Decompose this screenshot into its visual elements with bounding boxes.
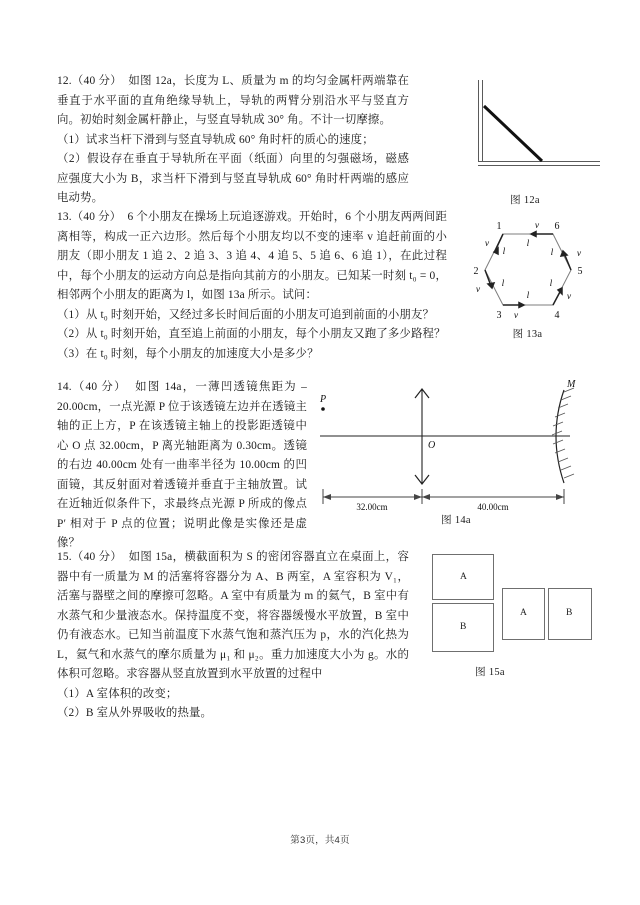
mirror-hatching [552, 388, 574, 478]
problem-14-statement: 如图 14a，一薄凹透镜焦距为 –20.00cm，一点光源 P 位于该透镜左边并在透镜主轴的正上方，P 在该透镜主轴上的投影距透镜中心 O 点 32.00cm，P 离光轴距离为 0.30cm。透镜的右边 40.00cm 处有一曲率半径为 10.00cm 的凹面镜，其反射面对着透镜并垂直于主轴放置。试在近轴近似条件下，求最终点光源 P 所成的像点 P′ 相对于 P 点的位置；说明此像是实像还是虚像？ [57, 381, 308, 549]
horizontal-container-chamber-a-label: A [520, 608, 527, 618]
hex-edge-label-23: l [501, 279, 505, 289]
figure-12a-caption: 图 12a [510, 195, 540, 206]
horizontal-container-chamber-b-label: B [566, 608, 573, 618]
vertical-container-chamber-b-label: B [460, 622, 467, 632]
hex-speed-label-2: v [475, 285, 481, 295]
problem-15-sub-2: （2）B 室从外界吸收的热量。 [57, 707, 213, 719]
hex-speed-label-3: v [513, 311, 519, 321]
hex-vertex-3: 3 [496, 310, 502, 321]
problem-13-number: 13. [57, 211, 72, 223]
problem-15-number: 15. [57, 551, 72, 563]
hex-speed-label-4: v [566, 292, 572, 302]
problem-14-number: 14. [57, 381, 72, 393]
problem-12-sub-2: （2）假设存在垂直于导轨所在平面（纸面）向里的匀强磁场，磁感应强度大小为 B，求当杆下滑到与竖直导轨成 60° 角时杆两端的感应电动势。 [57, 153, 409, 204]
figure-15a [430, 552, 595, 664]
mirror-label: M [567, 379, 576, 390]
figure-13a-caption: 图 13a [512, 329, 543, 340]
problem-15 [57, 548, 409, 724]
problem-12-number: 12. [57, 75, 72, 87]
problem-13-text [57, 208, 447, 364]
figure-12a [455, 78, 595, 188]
problem-15-sub-1: （1）A 室体积的改变； [57, 687, 178, 700]
problem-14 [57, 378, 307, 554]
problem-13 [57, 208, 447, 364]
problem-15-statement: 如图 15a，横截面积为 S 的密闭容器直立在桌面上，容器中有一质量为 M 的活塞将容器分为 A、B 两室，A 室容积为 V₁，活塞与器壁之间的摩擦可忽略。A 室中有质量为 m 的氦气，B 室中有水蒸气和少量液态水。保持温度不变，将容器缓慢水平放置，B 室中仍有液态水。已知当前温度下水蒸气饱和蒸汽压为 p，水的汽化热为 L，氦气和水蒸气的摩尔质量为 μ₁ 和 μ₂。重力加速度大小为 g。水的体积可忽略。求容器从竖直放置到水平放置的过程中 [57, 551, 409, 680]
hex-vertex-1: 1 [496, 221, 502, 232]
hex-vertex-6: 6 [554, 221, 560, 232]
hex-speed-label-6: v [534, 221, 540, 231]
problem-13-points: （40 分） [71, 211, 122, 223]
problem-15-body [57, 548, 409, 685]
problem-12-points: （40 分） [71, 75, 122, 87]
dim-right-label: 40.00cm [477, 502, 509, 512]
problem-13-statement: 6 个小朋友在操场上玩追逐游戏。开始时，6 个小朋友两两间距离相等，构成一正六边形。然后每个小朋友均以不变的速率 v 追赶前面的小朋友（即小朋友 1 追 2、2 追 3、3 追 4、4 追 5、5 追 6、6 追 1），在此过程中，每个小朋友的运动方向总是指向其前方的小朋友。已知某一时刻 t₀ = 0，相邻两个小朋友的距离为 l，如图 13a 所示。试问： [57, 211, 448, 301]
problem-13-sub-1: （1）从 t₀ 时刻开始，又经过多长时间后面的小朋友可追到前面的小朋友？ [57, 308, 435, 321]
problem-12 [57, 72, 409, 209]
problem-15-points: （40 分） [71, 551, 123, 563]
problem-15-text [57, 548, 409, 724]
hex-vertex-5: 5 [577, 266, 583, 277]
problem-14-text [57, 378, 307, 554]
problem-12-statement: 如图 12a，长度为 L、质量为 m 的均匀金属杆两端靠在垂直于水平面的直角绝缘导轨上，导轨的两臂分别沿水平与竖直方向。初始时刻金属杆静止，与竖直导轨成 30° 角。不计一切摩擦。 [57, 75, 410, 126]
hex-vertex-2: 2 [473, 266, 479, 277]
hex-edge-label-56: l [550, 248, 554, 258]
hex-edge-label-12: l [502, 247, 506, 257]
hex-edge-label-45: l [549, 279, 553, 289]
vertical-container-piston [432, 599, 494, 604]
hex-speed-label-5: v [576, 249, 582, 259]
figure-14a-caption: 图 14a [441, 515, 471, 526]
problem-13-sub-3: （3）在 t₀ 时刻，每个小朋友的加速度大小是多少？ [57, 347, 319, 360]
vertical-container-chamber-a-label: A [460, 572, 467, 582]
optics-diagram [312, 376, 600, 511]
point-source-dot [321, 407, 325, 411]
hex-vertex-4: 4 [554, 310, 560, 321]
metal-rod [482, 104, 544, 162]
horizontal-container-piston [544, 588, 549, 640]
hex-edge-label-61: l [526, 239, 530, 249]
figure-13a [465, 212, 590, 324]
problem-12-sub-1: （1）试求当杆下滑到与竖直导轨成 60° 角时杆的质心的速度； [57, 133, 374, 146]
hexagon-diagram [465, 212, 590, 324]
point-source-label: P [320, 394, 327, 405]
figure-14a [312, 376, 600, 511]
lens-center-label: O [428, 440, 436, 451]
problem-12-body [57, 72, 409, 131]
problem-14-body [57, 378, 307, 554]
problem-13-sub-2: （2）从 t₀ 时刻开始，直至追上前面的小朋友，每个小朋友又跑了多少路程？ [57, 328, 446, 340]
problem-12-text [57, 72, 409, 209]
dim-left-label: 32.00cm [356, 502, 388, 512]
page-footer: 第3页，共4页 [290, 835, 350, 846]
problem-14-points: （40 分） [71, 381, 127, 393]
problem-13-body [57, 208, 447, 306]
hex-speed-label-1: v [484, 239, 490, 249]
figure-15a-caption: 图 15a [475, 667, 505, 678]
hex-edge-label-34: l [526, 291, 530, 301]
